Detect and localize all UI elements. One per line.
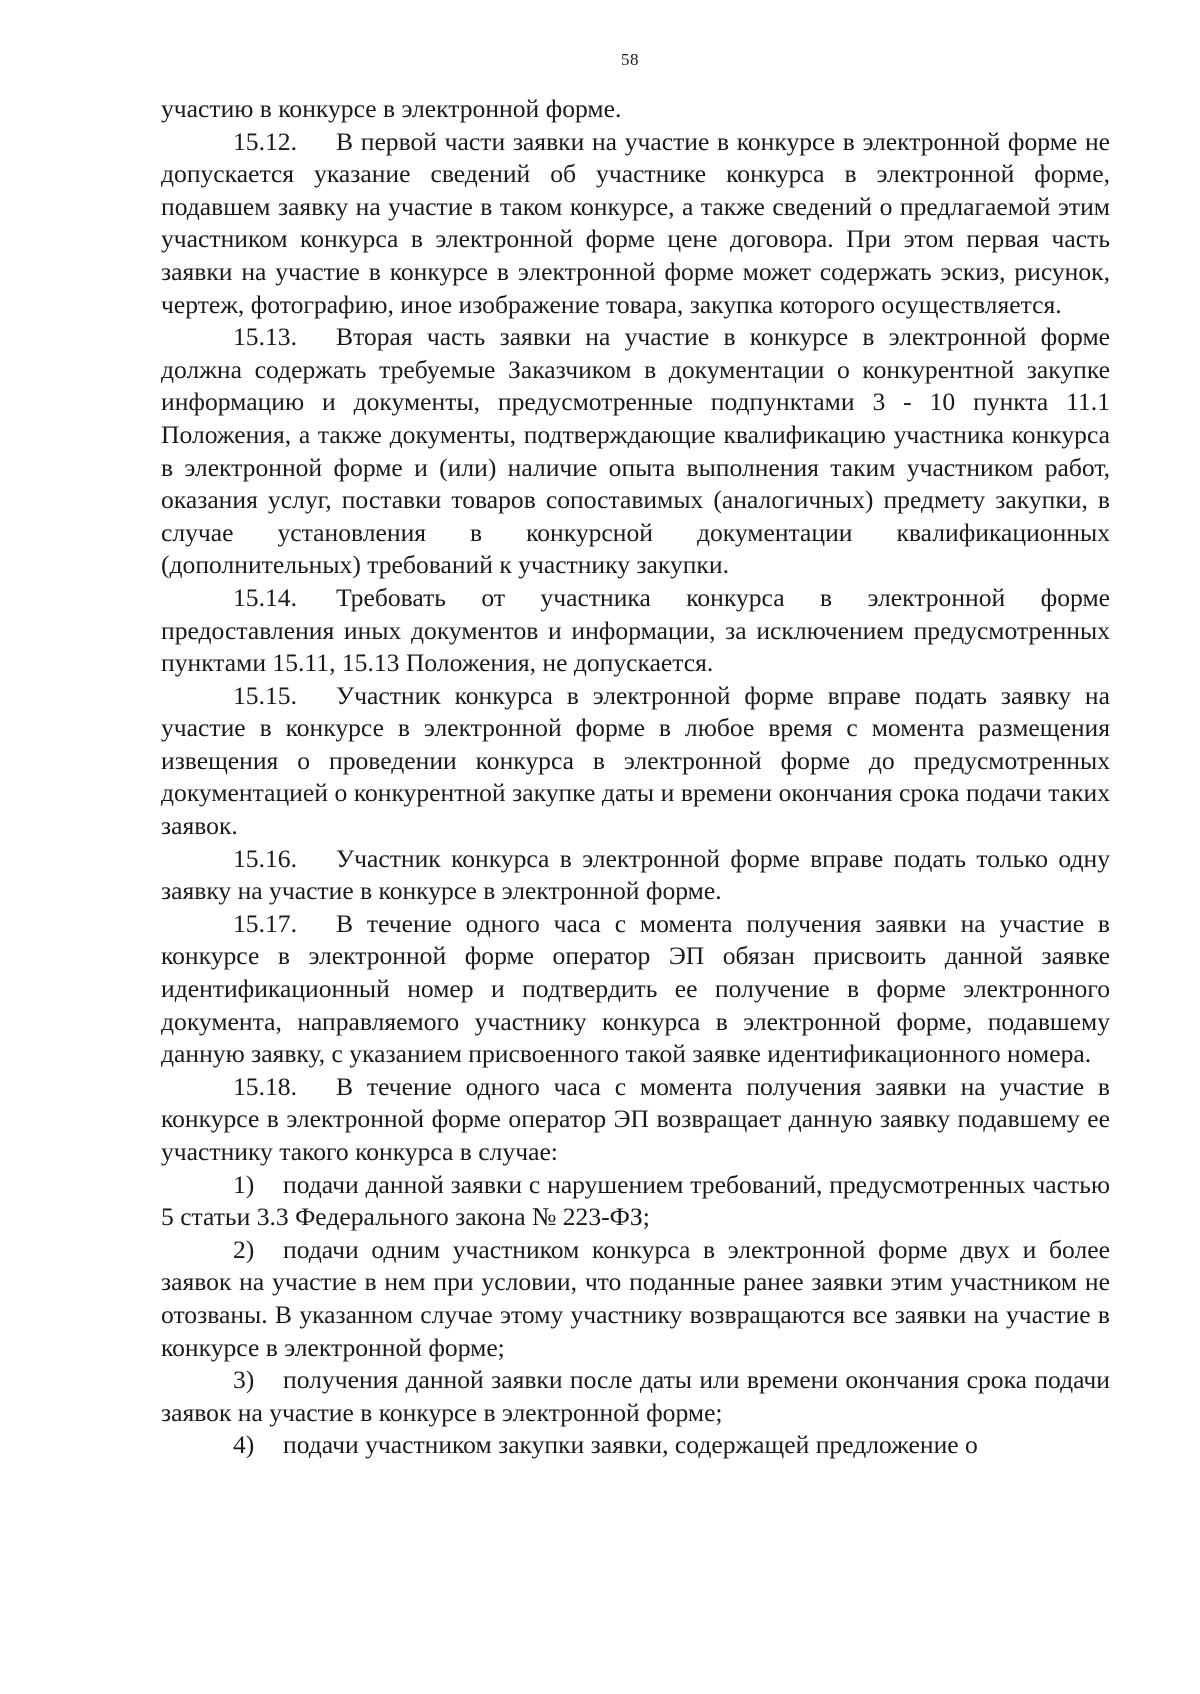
paragraph-15-16 — [161, 843, 1110, 908]
paragraph-text: В течение одного часа с момента получения заявки на участие в конкурсе в электронной форме оператор ЭП обязан присвоить данной заявке идентификационный номер и подтвердить ее получение в форме электронного документа, направляемого участнику конкурса в электронной форме, подавшему данную заявку, с указанием присвоенного такой заявке идентификационного номера. — [161, 908, 1110, 1069]
list-item-4 — [161, 1429, 1110, 1462]
list-item-text: подачи данной заявки с нарушением требований, предусмотренных частью 5 статьи 3.3 Федерального закона № 223-ФЗ; — [161, 1169, 1110, 1232]
paragraph-number: 15.17. — [233, 908, 297, 938]
paragraph-number: 15.18. — [233, 1071, 297, 1101]
paragraph-15-15 — [161, 680, 1110, 843]
paragraph-text: Участник конкурса в электронной форме вправе подать только одну заявку на участие в конкурсе в электронной форме. — [161, 843, 1110, 906]
paragraph-text: В первой части заявки на участие в конкурсе в электронной форме не допускается указание сведений об участнике конкурса в электронной форме, подавшем заявку на участие в таком конкурсе, а также сведений о предлагаемой этим участником конкурса в электронной форме цене договора. При этом первая часть заявки на участие в конкурсе в электронной форме может содержать эскиз, рисунок, чертеж, фотографию, иное изображение товара, закупка которого осуществляется. — [161, 126, 1110, 319]
list-item-2 — [161, 1234, 1110, 1364]
list-item-number: 4) — [233, 1430, 255, 1460]
paragraph-number: 15.15. — [233, 680, 297, 710]
paragraph-number: 15.16. — [233, 843, 297, 873]
paragraph-number: 15.12. — [233, 126, 297, 156]
paragraph-text: Участник конкурса в электронной форме вправе подать заявку на участие в конкурсе в электронной форме в любое время с момента размещения извещения о проведении конкурса в электронной форме до предусмотренных документацией о конкурентной закупке даты и времени окончания срока подачи таких заявок. — [161, 680, 1110, 841]
paragraph-15-13 — [161, 321, 1110, 582]
paragraph-number: 15.14. — [233, 582, 297, 612]
list-item-text: получения данной заявки после даты или времени окончания срока подачи заявок на участие в конкурсе в электронной форме; — [161, 1365, 1110, 1427]
paragraph-number: 15.13. — [233, 322, 297, 352]
list-item-number: 1) — [233, 1169, 255, 1199]
paragraph-continuation — [161, 93, 1110, 126]
document-body — [161, 93, 1110, 1462]
list-item-number: 3) — [233, 1365, 255, 1395]
paragraph-15-14 — [161, 582, 1110, 680]
list-item-text: подачи участником закупки заявки, содержащей предложение о — [283, 1430, 978, 1460]
paragraph-text: участию в конкурсе в электронной форме. — [161, 94, 622, 123]
page-number: 58 — [621, 50, 639, 69]
list-item-text: подачи одним участником конкурса в электронной форме двух и более заявок на участие в нем при условии, что поданные ранее заявки этим участником не отозваны. В указанном случае этому участнику возвращаются все заявки на участие в конкурсе в электронной форме; — [161, 1234, 1110, 1362]
paragraph-15-18 — [161, 1071, 1110, 1169]
list-item-1 — [161, 1169, 1110, 1234]
list-item-number: 2) — [233, 1234, 255, 1264]
paragraph-text: Вторая часть заявки на участие в конкурсе в электронной форме должна содержать требуемые Заказчиком в документации о конкурентной закупке информацию и документы, предусмотренные подпунктами 3 - 10 пункта 11.1 Положения, а также документы, подтверждающие квалификацию участника конкурса в электронной форме и (или) наличие опыта выполнения таким участником работ, оказания услуг, поставки товаров сопоставимых (аналогичных) предмету закупки, в случае установления в конкурсной документации квалификационных (дополнительных) требований к участнику закупки. — [161, 322, 1110, 580]
paragraph-text: Требовать от участника конкурса в электронной форме предоставления иных документов и информации, за исключением предусмотренных пунктами 15.11, 15.13 Положения, не допускается. — [161, 582, 1110, 678]
paragraph-15-12 — [161, 126, 1110, 322]
paragraph-15-17 — [161, 908, 1110, 1071]
paragraph-text: В течение одного часа с момента получения заявки на участие в конкурсе в электронной форме оператор ЭП возвращает данную заявку подавшему ее участнику такого конкурса в случае: — [161, 1071, 1110, 1166]
list-item-3 — [161, 1364, 1110, 1429]
